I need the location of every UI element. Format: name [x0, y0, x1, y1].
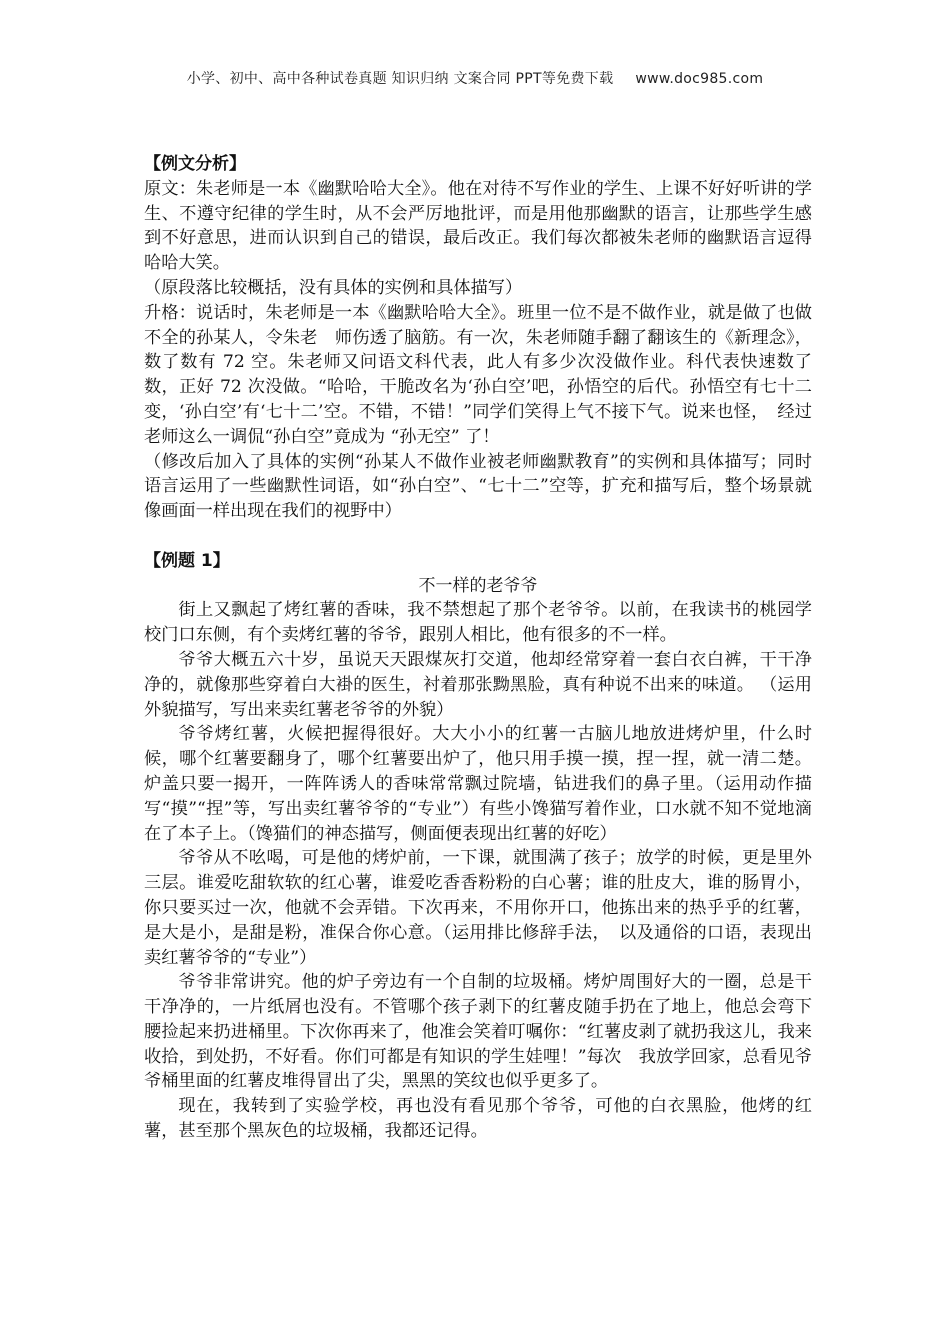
section-spacer — [144, 524, 812, 549]
original-paragraph: 原文：朱老师是一本《幽默哈哈大全》。他在对待不写作业的学生、上课不好好听讲的学生、不遵守纪律的学生时，从不会严厉地批评，而是用他那幽默的语言，让那些学生感到不好意思，进而认识到自己的错误，最后改正。我们每次都被朱老师的幽默语言逗得哈哈大笑。 — [144, 178, 812, 274]
essay-paragraph: 街上又飘起了烤红薯的香味，我不禁想起了那个老爷爷。以前，在我读书的桃园学校门口东侧，有个卖烤红薯的爷爷，跟别人相比，他有很多的不一样。 — [144, 600, 812, 646]
analysis-heading: 【例文分析】 — [144, 154, 246, 174]
example-heading: 【例题 1】 — [144, 550, 230, 571]
essay-paragraph: 爷爷非常讲究。他的炉子旁边有一个自制的垃圾桶。烤炉周围好大的一圈，总是干干净净的，一片纸屑也没有。不管哪个孩子剥下的红薯皮随手扔在了地上，他总会弯下腰捡起来扔进桶里。下次你再来了，他准会笑着叮嘱你：“红薯皮剥了就扔我这儿，我来收拾，到处扔，不好看。你们可都是有知识的学生娃哩！”每次 我放学回家，总看见爷爷桶里面的红薯皮堆得冒出了尖，黑黑的笑纹也似乎更多了。 — [144, 972, 812, 1092]
header-description: 小学、初中、高中各种试卷真题 知识归纳 文案合同 PPT等免费下载 — [186, 71, 614, 87]
document-body — [144, 152, 812, 1144]
essay-paragraph: 爷爷大概五六十岁，虽说天天跟煤灰打交道，他却经常穿着一套白衣白裤，干干净净的，就像那些穿着白大褂的医生，衬着那张黝黑脸，真有种说不出来的味道。 （运用外貌描写，写出来卖红薯老爷爷的外貌） — [144, 649, 812, 720]
essay-paragraph: 现在，我转到了实验学校，再也没有看见那个爷爷，可他的白衣黑脸，他烤的红薯，甚至那个黑灰色的垃圾桶，我都还记得。 — [144, 1096, 812, 1142]
essay-title: 不一样的老爷爷 — [418, 575, 538, 596]
upgraded-note: （修改后加入了具体的实例“孙某人不做作业被老师幽默教育”的实例和具体描写；同时语言运用了一些幽默性词语，如“孙白空”、“七十二”空等，扩充和描写后，整个场景就像画面一样出现在我们的视野中） — [144, 451, 812, 522]
upgraded-paragraph: 升格：说话时，朱老师是一本《幽默哈哈大全》。班里一位不是不做作业，就是做了也做不全的孙某人，令朱老 师伤透了脑筋。有一次，朱老师随手翻了翻该生的《新理念》，数了数有 72 空。朱老师又问语文科代表，此人有多少次没做作业。科代表快速数了数，正好 72 次没做。“哈哈，干脆改名为‘孙白空’吧，孙悟空的后代。孙悟空有七十二变，‘孙白空’有‘七十二’空。不错，不错！”同学们笑得上气不接下气。说来也怪， 经过老师这么一调侃“孙白空”竟成为 “孙无空” 了！ — [144, 302, 812, 447]
page-header — [0, 68, 950, 88]
header-site-link[interactable]: www.doc985.com — [635, 71, 764, 87]
essay-paragraph: 爷爷烤红薯，火候把握得很好。大大小小的红薯一古脑儿地放进烤炉里，什么时候，哪个红薯要翻身了，哪个红薯要出炉了，他只用手摸一摸，捏一捏，就一清二楚。炉盖只要一揭开，一阵阵诱人的香味常常飘过院墙，钻进我们的鼻子里。（运用动作描写“摸”“捏”等，写出卖红薯爷爷的“专业”）有些小馋猫写着作业，口水就不知不觉地滴在了本子上。（馋猫们的神态描写，侧面便表现出红薯的好吃） — [144, 724, 812, 844]
essay-paragraph: 爷爷从不吆喝，可是他的烤炉前，一下课，就围满了孩子；放学的时候，更是里外三层。谁爱吃甜软软的红心薯，谁爱吃香香粉粉的白心薯；谁的肚皮大，谁的肠胃小，你只要买过一次，他就不会弄错。下次再来，不用你开口，他拣出来的热乎乎的红薯，是大是小，是甜是粉，准保合你心意。（运用排比修辞手法， 以及通俗的口语，表现出卖红薯爷爷的“专业”） — [144, 848, 812, 968]
original-note: （原段落比较概括，没有具体的实例和具体描写） — [144, 277, 523, 298]
